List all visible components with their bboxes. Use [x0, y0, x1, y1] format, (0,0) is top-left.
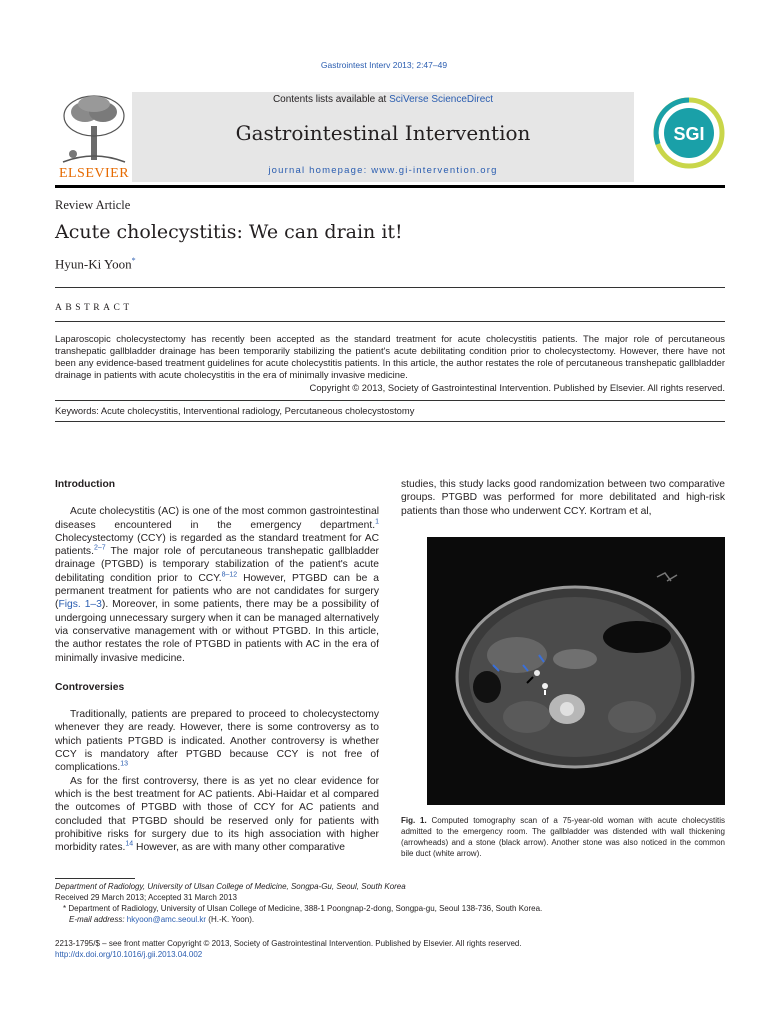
intro-text-2: Cholecystectomy (CCY) is regarded as the standard treatment for AC patients.: [55, 532, 379, 558]
ct-scan-figure[interactable]: [427, 537, 725, 805]
email-suffix: (H.-K. Yoon).: [206, 915, 255, 924]
ref-link[interactable]: 13: [120, 760, 129, 768]
corresponding-author: [55, 903, 725, 914]
contents-line: [132, 94, 634, 105]
author-name: [55, 256, 136, 272]
intro-text-1: Acute cholecystitis (AC) is one of the most common gastrointestinal diseases encountered in the emergency department.: [55, 506, 379, 531]
ref-link[interactable]: 1: [375, 518, 379, 526]
issn-line: 2213-1795/$ – see front matter Copyright © 2013, Society of Gastrointestinal Intervention. Published by Elsevier. All rights reserved.: [55, 939, 522, 948]
elsevier-wordmark: ELSEVIER: [58, 166, 130, 181]
section-heading-introduction: Introduction: [55, 479, 116, 490]
figure-caption-text: Computed tomography scan of a 75-year-old woman with acute cholecystitis admitted to the emergency room. The gallbladder was distended with wall thickening (arrowheads) and a stone (black arrow). Another stone was also noticed in the common bile duct (white arrow).: [401, 816, 725, 858]
figs-link[interactable]: Figs. 1–3: [58, 599, 102, 611]
keywords-bottom-rule: [55, 421, 725, 422]
article-title: Acute cholecystitis: We can drain it!: [55, 221, 403, 243]
doi-link[interactable]: http://dx.doi.org/10.1016/j.gii.2013.04.002: [55, 950, 203, 959]
footnote-rule: [55, 878, 135, 879]
keywords-line: Keywords: Acute cholecystitis, Interventional radiology, Percutaneous cholecystostomy: [55, 405, 415, 416]
intro-text-4: However, PTGBD can be a permanent treatment for patients who are not candidates for surgery (: [55, 572, 379, 611]
corresponding-mark: *: [63, 904, 67, 913]
contents-prefix: Contents lists available at: [272, 94, 390, 105]
section-heading-controversies: Controversies: [55, 681, 125, 693]
intro-text-3: The major role of percutaneous transhepatic gallbladder drainage (PTGBD) is temporary stabilization of the patient's acute debilitating condition prior to CCY.: [55, 546, 379, 584]
footnotes: [55, 881, 725, 925]
journal-title: Gastrointestinal Intervention: [235, 121, 531, 145]
contro-text-2: As for the first controversy, there is as yet no clear evidence for which is the best treatment for AC patients. Abi-Haidar et al compared the outcomes of PTGBD with those of CCY for AC patients and concluded that PTGBD should be reserved only for patients with prohibitive risks for surgery due to its high association with higher morbidity rates.: [55, 775, 379, 854]
header-rule: [55, 185, 725, 188]
corresponding-address: Department of Radiology, University of Ulsan College of Medicine, 388-1 Poongnap-2-dong, Songpa-gu, Seoul 138-736, South Korea.: [66, 904, 543, 913]
affiliation: Department of Radiology, University of Ulsan College of Medicine, Songpa-Gu, Seoul, South Korea: [55, 882, 406, 891]
ref-link[interactable]: 2–7: [93, 544, 106, 552]
contro-text-3: However, as are with many other comparative: [133, 842, 345, 854]
author-corresponding-mark[interactable]: *: [131, 256, 136, 265]
abstract-heading: ABSTRACT: [55, 303, 133, 313]
sgi-logo-text: SGI: [673, 124, 705, 144]
intro-paragraph: [55, 505, 379, 665]
sciencedirect-link[interactable]: SciVerse ScienceDirect: [389, 94, 494, 105]
left-column: [55, 478, 379, 854]
abstract-text: Laparoscopic cholecystectomy has recently been accepted as the standard treatment for acute cholecystitis patients. The major role of percutaneous transhepatic gallbladder drainage has been temporarily stabilizing the patient's acute debilitating condition prior to cholecystectomy. However, there have not been any evidence-based treatment guidelines for acute cholecystitis patients. In this article, the author restates the role of percutaneous transhepatic gallbladder drainage in patients with acute cholecystitis in the era of minimally invasive medicine.: [55, 333, 725, 380]
title-rule: [55, 287, 725, 288]
sgi-society-logo: [652, 96, 726, 170]
controversies-paragraph-2: [55, 775, 379, 855]
keywords-top-rule: [55, 400, 725, 401]
journal-homepage-link[interactable]: journal homepage: www.gi-intervention.org: [268, 165, 498, 176]
email-line: [55, 914, 725, 925]
right-column: [401, 478, 725, 518]
controversies-paragraph-1: [55, 708, 379, 774]
journal-citation[interactable]: Gastrointest Interv 2013; 2:47–49: [320, 60, 448, 70]
ref-link[interactable]: 8–12: [221, 571, 238, 579]
article-type: Review Article: [55, 198, 131, 212]
email-label: E-mail address:: [69, 915, 127, 924]
ref-link[interactable]: 14: [125, 840, 134, 848]
received-dates: Received 29 March 2013; Accepted 31 March 2013: [55, 893, 237, 902]
abstract-copyright: Copyright © 2013, Society of Gastrointestinal Intervention. Published by Elsevier. All rights reserved.: [309, 382, 725, 393]
author-name-text: Hyun-Ki Yoon: [55, 256, 132, 272]
right-column-text: studies, this study lacks good randomization between two comparative groups. PTGBD was performed for more debilitated and high-risk patients than those who underwent CCY. Kortram et al,: [401, 479, 725, 517]
figure-caption: [401, 815, 725, 859]
bottom-meta: [55, 938, 725, 960]
contro-text-1: Traditionally, patients are prepared to proceed to cholecystectomy whenever they are ready. However, there is some controversy as to which patients PTGBD is indicated. Another controversy is whether CCY is mandatory after PTGBD because CCY is not free of complications.: [55, 709, 379, 774]
email-link[interactable]: hkyoon@amc.seoul.kr: [126, 915, 207, 924]
figure-label: Fig. 1.: [401, 816, 427, 825]
intro-text-5: ). Moreover, in some patients, there may be a possibility of undergoing unnecessary surgery when it can be managed alternatively via conservative management with or without PTGBD. In this article, the author restates the role of PTGBD in patients with AC in the era of minimally invasive medicine.: [55, 599, 379, 664]
abstract-rule: [55, 321, 725, 322]
